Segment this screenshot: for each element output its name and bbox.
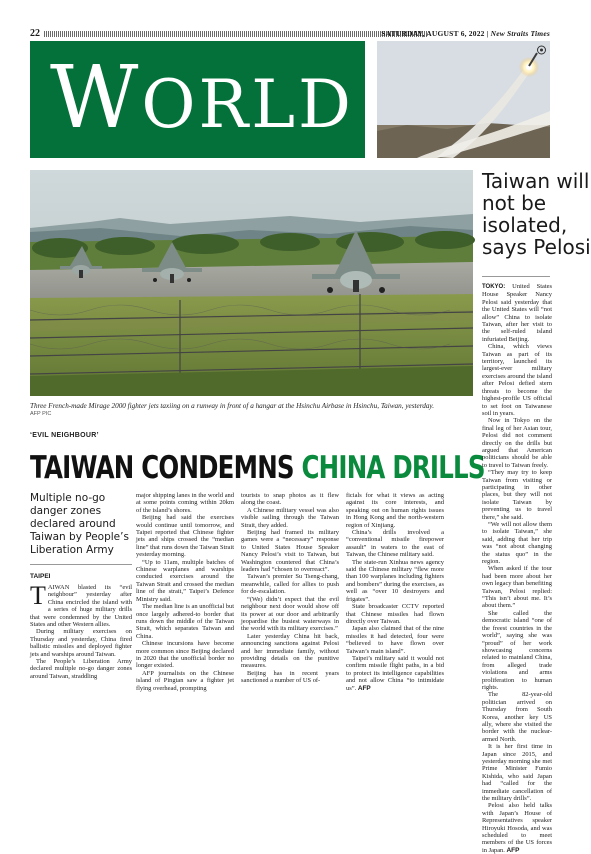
lead-column-3 [241, 492, 339, 702]
lead-column-2 [136, 492, 234, 702]
lead-paragraph: tourists to snap photos as it flew along the coast. [241, 492, 339, 507]
lead-paragraph: Taiwan’s premier Su Tseng-chang, meanwhile, called for allies to push for de-escalation. [241, 573, 339, 596]
lead-paragraph-text: Taipei’s military said it would not confirm missile flight paths, in a bid to protect its intelligence capabilities and not allow China “to intimidate us”. [346, 654, 444, 692]
lead-headline-black: TAIWAN CONDEMNS [30, 450, 294, 486]
side-headline-line: not be [482, 191, 547, 215]
side-headline-line: isolated, [482, 213, 568, 237]
lead-headline [30, 446, 485, 490]
side-dateline: TOKYO: [482, 284, 506, 290]
section-title-initial: W [50, 48, 142, 148]
section-banner [30, 41, 365, 158]
lead-paragraph: During military exercises on Thursday and yesterday, China fired ballistic missiles and deployed fighter jets and warships around Taiwan. [30, 628, 132, 658]
page-header [30, 28, 550, 40]
side-paragraph-text: Pelosi also held talks with Japan’s House of Representatives speaker Hiroyuki Hosoda, and was scheduled to meet members of the US forces in Japan. [482, 802, 552, 854]
side-paragraph: “They may try to keep Taiwan from visiting or participating in other places, but they will not isolate Taiwan by preventing us to travel there,” she said. [482, 469, 552, 521]
side-headline-line: Taiwan will [482, 169, 590, 193]
lead-paragraph [346, 655, 444, 692]
side-paragraph: It is her first time in Japan since 2015, and yesterday morning she met Prime Minister Fumio Kishida, who said Japan had “called for the immediate cancellation of the military drills”. [482, 743, 552, 803]
lead-paragraph-text: AIWAN blasted its “evil neighbour” yesterday after China encircled the island with a series of huge military drills that were condemned by the United States and other Western allies. [30, 584, 132, 629]
lead-paragraph: State broadcaster CCTV reported that Chinese missiles had flown directly over Taiwan. [346, 603, 444, 625]
missile-launch-illustration [377, 41, 550, 158]
page-number: 22 [30, 28, 40, 39]
lead-credit: AFP [357, 684, 371, 692]
section-title-rest: ORLD [141, 66, 354, 143]
section-title [50, 48, 354, 148]
side-paragraph: She called the democratic island “one of the freest countries in the world”, saying she was “proud” of her work showcasing concerns related to mainland China, from alleged trade violations and arms proliferation to human rights. [482, 609, 552, 691]
side-paragraph: China, which views Taiwan as part of its territory, launched its largest-ever military exercises around the island after Pelosi defied stern threats to become the highest-profile US official to set foot on Taiwanese soil in years. [482, 343, 552, 417]
side-headline-line: says Pelosi [482, 235, 591, 259]
side-paragraph-text: United States House Speaker Nancy Pelosi said yesterday that the United States will “not allow” China to isolate Taiwan, after her visit to the self-ruled island infuriated Beijing. [482, 283, 552, 343]
issue-dateline: SATURDAY, AUGUST 6, 2022 | New Straits Times [381, 29, 550, 38]
side-story-rule [482, 276, 550, 277]
side-paragraph: Now in Tokyo on the final leg of her Asian tour, Pelosi did not comment directly on the drills but argued that American politicians should be able to travel to Taiwan freely. [482, 417, 552, 469]
lead-column-1 [30, 581, 132, 702]
lead-paragraph: China’s drills involved a “conventional missile firepower assault” in waters to the east of Taiwan, the Chinese military said. [346, 529, 444, 559]
issue-date: SATURDAY, AUGUST 6, 2022 [381, 29, 485, 38]
jets-photo-credit: AFP PIC [30, 411, 52, 417]
lead-rule [30, 564, 132, 565]
lead-paragraph: The state-run Xinhua news agency said the Chinese military “flew more than 100 warplanes including fighters and bombers” during the exercises, as well as “over 10 destroyers and frigates”. [346, 558, 444, 603]
lead-paragraph: Beijing had said the exercises would continue until tomorrow, and Taipei reported that Chinese fighter jets and ships crossed the “median line” that runs down the Taiwan Strait yesterday morning. [136, 514, 234, 559]
lead-paragraph: Beijing had framed its military games were a “necessary” response to United States House Speaker Nancy Pelosi’s visit to Taiwan, but Washington countered that China’s leaders had “chosen to overreact”. [241, 529, 339, 574]
header-hatch-rule [44, 31, 428, 37]
lead-paragraph: ficials for what it views as acting against its core interests, and speaking out on human rights issues in Hong Kong and the north-western region of Xinjiang. [346, 492, 444, 529]
lead-dateline: TAIPEI [30, 573, 51, 580]
side-paragraph: The 82-year-old politician arrived on Thursday from South Korea, another key US ally, where she visited the border with the nuclear-armed North. [482, 691, 552, 743]
side-paragraph: When asked if the tour had been more about her own legacy than benefiting Taiwan, Pelosi replied: “This isn’t about me. It’s about them.” [482, 565, 552, 610]
lead-paragraph: “(We) didn’t expect that the evil neighbour next door would show off its power at our door and arbitrarily jeopardise the busiest waterways in the world with its military exercises.” [241, 595, 339, 633]
side-paragraph [482, 802, 552, 854]
lead-paragraph: The People’s Liberation Army declared multiple no-go danger zones around Taiwan, straddling [30, 658, 132, 680]
lead-paragraph [30, 581, 132, 629]
side-story-body [482, 283, 552, 854]
lead-column-4 [346, 492, 444, 702]
lead-paragraph: Japan also claimed that of the nine missiles it had detected, four were “believed to have flown over Taiwan’s main island”. [346, 625, 444, 655]
lead-paragraph: Chinese incursions have become more common since Beijing declared in 2020 that the unofficial border no longer existed. [136, 640, 234, 670]
bookmark-icon [537, 45, 546, 55]
lead-paragraph: AFP journalists on the Chinese island of Pingtan saw a fighter jet flying overhead, prompting [136, 669, 234, 692]
lead-headline-green: CHINA DRILLS [301, 450, 485, 486]
jets-photo-caption: Three French-made Mirage 2000 fighter jets taxiing on a runway in front of a hangar at the Hsinchu Airbase in Hsinchu, Taiwan, yesterday. [30, 402, 434, 410]
drop-cap: T [30, 581, 46, 610]
lead-paragraph: A Chinese military vessel was also visible sailing through the Taiwan Strait, they added. [241, 506, 339, 529]
side-credit: AFP [506, 846, 520, 854]
lead-paragraph: Beijing has in recent years sanctioned a number of US of- [241, 669, 339, 685]
paper-name: New Straits Times [490, 29, 550, 38]
lead-standfirst: Multiple no-go danger zones declared around Taiwan by People’s Liberation Army [30, 492, 129, 556]
lead-paragraph: The median line is an unofficial but once largely adhered-to border that runs down the middle of the Taiwan Strait, which separates Taiwan and China. [136, 603, 234, 640]
jets-runway-illustration [30, 170, 473, 396]
missile-photo [377, 41, 550, 158]
lead-paragraph: “Up to 11am, multiple batches of Chinese warplanes and warships conducted exercises around the Taiwan Strait and crossed the median line of the strait,” Taipei’s Defence Ministry said. [136, 558, 234, 603]
lead-kicker: ‘EVIL NEIGHBOUR’ [30, 432, 99, 439]
lead-paragraph: Later yesterday China hit back, announcing sanctions against Pelosi and her immediate family, without providing details on the punitive measures. [241, 632, 339, 670]
side-paragraph: “We will not allow them to isolate Taiwan,” she said, adding that her trip was “not about changing the status quo” in the region. [482, 521, 552, 566]
lead-paragraph: major shipping lanes in the world and at some points coming within 20km of the island’s shores. [136, 492, 234, 514]
side-story-headline [482, 169, 591, 259]
jets-photo [30, 170, 473, 396]
side-paragraph [482, 283, 552, 343]
